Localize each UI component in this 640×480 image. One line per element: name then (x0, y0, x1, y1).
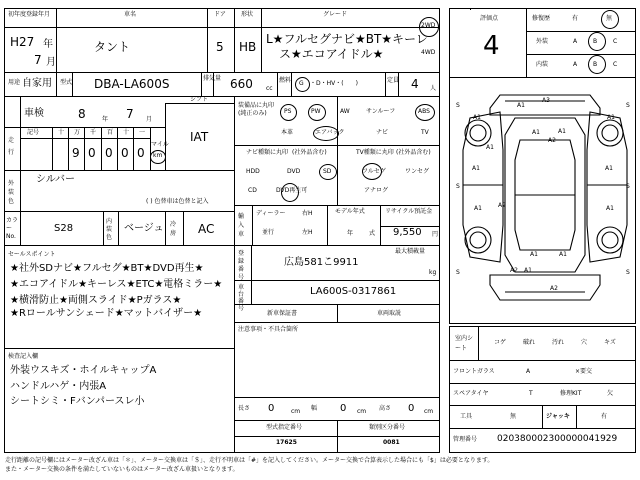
equip-item: サンルーフ (366, 108, 396, 115)
color-note: ( ) 色替車は色替と記入 (146, 198, 209, 205)
diagram-a1-mark: A1 (524, 267, 532, 274)
spare-tire-t: T (529, 390, 533, 397)
length-label: 長さ (238, 405, 251, 412)
recycle-value: 9,550 (393, 227, 422, 238)
displacement-label: 排気量 (203, 75, 222, 82)
diagram-a1-mark: A1 (517, 102, 525, 109)
interior-color-value: ベージュ (124, 223, 164, 234)
width-value: 0 (340, 403, 347, 414)
car-name-label: 車名 (124, 11, 137, 18)
spare-tire-kit: 修理KIT (560, 390, 582, 397)
nav-item: DVD再生可 (276, 187, 308, 194)
mileage-digit: 9 (72, 146, 80, 160)
first-reg-month: 7 (34, 53, 42, 67)
sales-title: セールスポイント (8, 251, 56, 258)
inspector-line: シートシミ・Fバンパースレ小 (10, 396, 145, 407)
int-grade-a: A (573, 61, 578, 68)
tv-item: アナログ (364, 187, 389, 194)
warranty-new-label: 新車保証書 (267, 310, 298, 317)
import-parallel: 並行 (262, 229, 275, 236)
footer-line1: 走行距離の記号欄にはメーター改ざん車は「＊」、メーター交換車は「＄」、走行不明車は「#」を記入してください。メーター交換で合算表示した場合にも「$」は必要となります。 (5, 457, 494, 464)
equip-item: AW (340, 108, 350, 115)
shape-value: HB (239, 40, 257, 54)
score-value: 4 (483, 31, 500, 61)
diagram-a1-mark: A1 (474, 205, 482, 212)
category-value: 0081 (383, 439, 400, 446)
diagram-a2-mark: A2 (550, 285, 558, 292)
shift-value: IAT (190, 130, 209, 144)
diagram-s-mark: S (626, 269, 630, 276)
int-grade-b: B (593, 61, 598, 68)
mileage-col-1: 一 (139, 129, 146, 136)
nav-title: ナビ種類に丸印 (246, 149, 289, 156)
chassis-label: 車台番号 (238, 284, 245, 312)
recycle-label: リサイクル預託金 (385, 208, 433, 215)
model-year-unit: 年 (347, 230, 354, 237)
diagram-s-mark: S (626, 183, 630, 190)
category-label: 類別区分番号 (369, 424, 406, 431)
equipment-sub: (純正のみ) (238, 110, 267, 117)
interior-sheet-label: 室内シート (455, 335, 474, 352)
type-label: 型式 (60, 79, 73, 86)
length-value: 0 (268, 403, 275, 414)
diagram-a1-mark: A1 (473, 114, 481, 121)
equip-item: 本革 (281, 129, 294, 136)
capacity-value: 4 (411, 77, 419, 91)
sales-line: ★エコアイドル★キーレス★ETC★電格ミラー★ (10, 279, 223, 290)
nav-item: SD (323, 168, 332, 175)
spare-tire-label: スペアタイヤ (453, 390, 489, 397)
mileage-label: 走行 (8, 137, 15, 156)
recycle-unit: 円 (432, 231, 439, 238)
first-reg-label: 初年度登録年月 (8, 11, 51, 18)
chassis-value: LA600S-0317861 (310, 286, 397, 297)
first-reg-year-unit: 年 (43, 39, 53, 50)
tv-item: ワンセグ (405, 168, 430, 175)
mgmt-label: 管理番号 (453, 436, 478, 443)
diagram-a2-mark: A2 (510, 267, 518, 274)
max-load-unit: kg (429, 269, 437, 276)
mileage-digit: 0 (88, 146, 96, 160)
registration-label: 登録番号 (238, 250, 245, 281)
color-value: シルバー (36, 174, 76, 185)
inspection-month: 7 (126, 107, 134, 121)
diagram-s-mark: S (456, 269, 460, 276)
diagram-a1-mark: A1 (472, 165, 480, 172)
use-label: 用途 (8, 79, 21, 86)
import-label: 輸入車 (238, 213, 245, 238)
front-glass-a: A (526, 368, 531, 375)
notes-label: 注意事項・不具合箇所 (238, 326, 299, 333)
grade-line1: L★フルセグナビ★BT★キーレ (266, 32, 428, 46)
ac-value: AC (198, 222, 215, 236)
interior-sheet-item: 穴 (581, 339, 588, 346)
equip-item: ABS (418, 108, 430, 115)
mileage-unit-mile: マイル (151, 141, 169, 148)
first-reg-month-unit: 月 (46, 57, 56, 68)
length-unit: cm (291, 408, 301, 415)
repair-label: 修復歴 (532, 15, 551, 22)
mgmt-value: 020380002300000041929 (497, 434, 618, 444)
inspection-month-unit: 月 (146, 116, 153, 123)
interior-sheet-item: 汚れ (552, 339, 565, 346)
interior-color-label: 内装色 (106, 218, 113, 241)
mileage-digit: 0 (137, 146, 145, 160)
ext-grade-b: B (593, 38, 598, 45)
ext-grade-label: 外装 (536, 38, 549, 45)
tv-item: フルセグ (362, 168, 386, 175)
diagram-s-mark: S (626, 102, 630, 109)
equip-item: ナビ (376, 129, 389, 136)
drive-2wd: 2WD (421, 22, 436, 29)
inspector-line: ハンドルハゲ・内張A (10, 381, 107, 392)
front-glass-label: フロントガラス (453, 368, 495, 375)
max-load-label: 最大積載量 (395, 248, 426, 255)
type-designation-value: 17625 (276, 439, 297, 446)
width-unit: cm (357, 408, 367, 415)
color-no-value: S28 (54, 223, 74, 234)
fuel-g: G (299, 80, 304, 87)
import-left: 左H (302, 229, 313, 236)
interior-sheet-item: キズ (604, 339, 616, 346)
front-glass-x: ×要交 (575, 368, 593, 375)
ext-grade-c: C (613, 38, 618, 45)
shift-label: シフト (190, 96, 209, 103)
diagram-a1-mark: A1 (605, 165, 613, 172)
height-value: 0 (408, 403, 415, 414)
mileage-col-1k: 千 (90, 129, 97, 136)
sales-line: ★Rロールサンシェード★マットバイザー★ (10, 308, 203, 319)
equip-item: TV (421, 129, 429, 136)
color-no-label: カラーNo. (6, 217, 19, 240)
interior-sheet-item: コゲ (494, 339, 507, 346)
diagram-s-mark: S (456, 183, 460, 190)
mileage-col-10: 十 (123, 129, 130, 136)
height-label: 高さ (379, 405, 392, 412)
fuel-label: 燃料 (279, 77, 292, 84)
mileage-col-10k: 万 (74, 129, 81, 136)
type-designation-label: 型式指定番号 (266, 424, 303, 431)
sales-line: ★社外SDナビ★フルセグ★BT★DVD再生★ (10, 263, 204, 274)
nav-sub: (社外品含む) (292, 149, 327, 156)
color-label: 外装色 (8, 180, 15, 205)
tools-label: 工具 (460, 413, 473, 420)
interior-sheet-item: 破れ (523, 339, 536, 346)
inspector-title: 検査記入欄 (8, 353, 39, 360)
diagram-a1-mark: A1 (486, 144, 494, 151)
displacement-unit: cc (266, 85, 273, 92)
repair-yes: 有 (572, 15, 579, 22)
doors-label: ドア (214, 11, 226, 18)
tools-value: 無 (510, 413, 517, 420)
diagram-a1-mark: A1 (559, 251, 567, 258)
nav-item: HDD (246, 168, 260, 175)
spare-tire-none: 欠 (607, 390, 614, 397)
import-dealer: ディーラー (256, 210, 286, 217)
equipment-title: 装備品に丸印 (238, 102, 275, 109)
tv-title: TV種類に丸印 (356, 149, 394, 156)
mileage-col-sign: 記号 (27, 129, 40, 136)
equip-item: エアバック (315, 129, 345, 136)
inspector-line: 外装ウスキズ・ホイルキャップA (10, 365, 157, 376)
grade-label: グレード (323, 11, 348, 18)
jack-label: ジャッキ (546, 413, 570, 420)
equip-item: PW (311, 108, 321, 115)
height-unit: cm (424, 408, 434, 415)
mileage-unit-km: km (153, 152, 163, 159)
width-label: 幅 (311, 405, 318, 412)
capacity-unit: 人 (430, 85, 437, 92)
diagram-s-mark: S (456, 102, 460, 109)
diagram-a1-mark: A1 (532, 129, 540, 136)
doors-value: 5 (216, 40, 224, 54)
inspection-year: 8 (78, 107, 86, 121)
diagram-a1-mark: A1 (607, 114, 615, 121)
diagram-a1-mark: A1 (558, 128, 566, 135)
use-value: 自家用 (22, 78, 52, 89)
mileage-digit: 0 (121, 146, 129, 160)
nav-item: CD (248, 187, 257, 194)
mileage-digit: 0 (105, 146, 113, 160)
first-reg-era: H27 (10, 35, 35, 49)
grade-line2: ス★エコアイドル★ (279, 47, 384, 61)
fuel-other: ・D・HV・( ) (310, 80, 358, 87)
inspection-year-unit: 年 (102, 116, 109, 123)
import-right: 右H (302, 210, 313, 217)
warranty-manual-label: 車両取説 (377, 310, 402, 317)
ext-grade-a: A (573, 38, 578, 45)
inspection-label: 車検 (24, 108, 44, 119)
model-year-suffix: 式 (369, 230, 376, 237)
registration-value: 広島581こ9911 (284, 257, 359, 268)
mileage-col-100k: 十 (58, 129, 65, 136)
nav-item: DVD (287, 168, 301, 175)
diagram-a2-mark: A2 (548, 137, 556, 144)
int-grade-c: C (613, 61, 618, 68)
capacity-label: 定員 (387, 77, 400, 84)
diagram-a2-mark: A2 (498, 202, 506, 209)
shape-label: 形状 (241, 11, 254, 18)
jack-value: 有 (601, 413, 608, 420)
displacement-value: 660 (230, 77, 253, 91)
ac-label: 冷房 (170, 221, 177, 237)
diagram-a1-mark: A1 (606, 205, 614, 212)
equip-item: PS (284, 108, 292, 115)
sales-line: ★横滑防止★両側スライド★Pガラス★ (10, 295, 182, 306)
repair-no: 無 (606, 15, 613, 22)
model-year-label: モデル年式 (335, 208, 365, 215)
drive-4wd: 4WD (421, 49, 436, 56)
score-label: 評価点 (480, 15, 499, 22)
footer-line2: また・メーター交換の条件を満たしていないものはメーター改ざん車扱いとなります。 (5, 466, 239, 473)
diagram-a1-mark: A1 (530, 251, 538, 258)
car-name: タント (94, 40, 131, 54)
mileage-col-100: 百 (107, 129, 114, 136)
diagram-a3-mark: A3 (542, 97, 550, 104)
tv-sub: (社外品含む) (396, 149, 431, 156)
int-grade-label: 内装 (536, 61, 549, 68)
type-value: DBA-LA600S (94, 77, 170, 91)
